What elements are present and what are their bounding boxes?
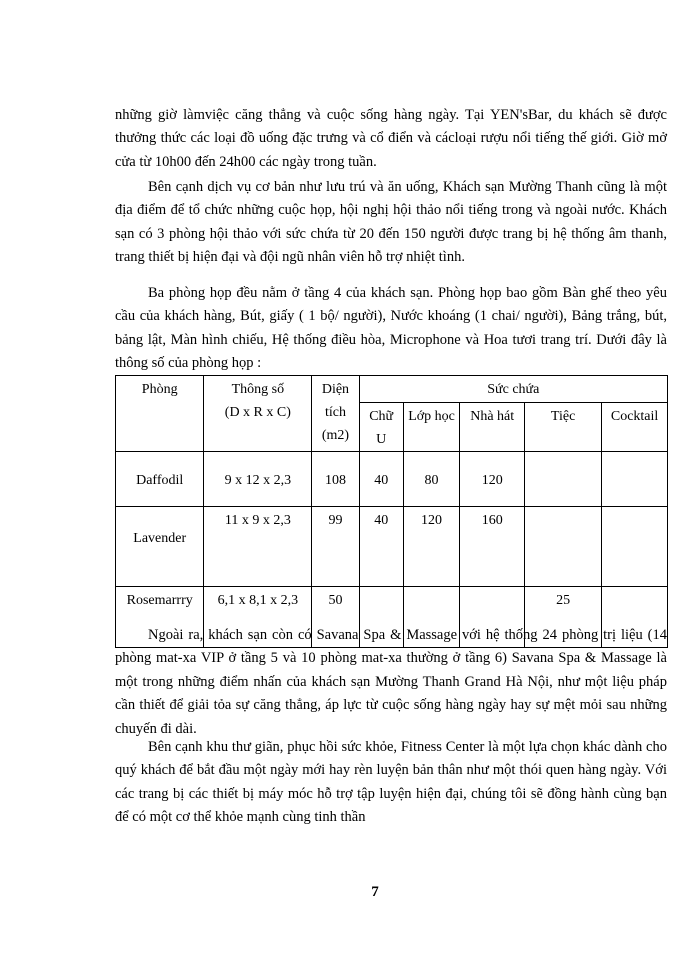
cell-room: Lavender [116,507,204,587]
header-room: Phòng [116,376,204,452]
cell-classroom: 80 [403,452,460,507]
cell-theatre: 160 [460,507,525,587]
cell-spec: 9 x 12 x 2,3 [204,452,312,507]
page-number: 7 [371,884,379,900]
header-u-shape [359,403,403,452]
header-area [312,376,359,452]
cell-area: 108 [312,452,359,507]
table-row [116,507,668,587]
header-area-line3: (m2) [321,428,350,443]
cell-spec: 6,1 x 8,1 x 2,3 [204,587,312,648]
cell-banquet [525,507,602,587]
cell-cocktail [602,452,668,507]
cell-area: 50 [312,587,359,648]
table-header-row [116,376,668,403]
cell-banquet: 25 [525,587,602,648]
paragraph-conference-services: Bên cạnh dịch vụ cơ bản như lưu trú và ăn uống, Khách sạn Mường Thanh cũng là một địa điểm để tổ chức những cuộc họp, hội nghị hội thảo nổi tiếng trong và ngoài nước. Khách sạn có 3 phòng hội thảo với sức chứa từ 20 đến 150 người được trang bị hệ thống âm thanh, trang thiết bị hiện đại và đội ngũ nhân viên hỗ trợ nhiệt tình. [115,179,667,266]
header-u-line2: U [376,432,387,447]
header-area-line1: Diện [321,382,350,397]
header-classroom: Lớp học [403,403,460,452]
meeting-room-table [115,375,668,648]
header-area-line2: tích [324,405,346,420]
cell-classroom: 120 [403,507,460,587]
cell-u: 40 [359,507,403,587]
paragraph-spa: Ngoài ra, khách sạn còn có Savana Spa & Massage với hệ thống 24 phòng trị liệu (14 phòng mat-xa VIP ở tầng 5 và 10 phòng mat-xa thường ở tầng 6) Savana Spa & Massage là một trong những điểm nhấn của khách sạn Mường Thanh Grand Hà Nội, như một liệu pháp cần thiết để giải tỏa sự căng thẳng, áp lực từ cuộc sống hàng ngày hay sự mệt mỏi sau những chuyến đi dài. [115,627,667,737]
paragraph-fitness: Bên cạnh khu thư giãn, phục hồi sức khỏe, Fitness Center là một lựa chọn khác dành cho quý khách để bắt đầu một ngày mới hay rèn luyện bản thân như một thói quen hàng ngày. Với các trang bị các thiết bị máy móc hỗ trợ tập luyện hiện đại, chúng tôi sẽ đồng hành cùng bạn để có một cơ thể khỏe mạnh cùng tinh thần [115,739,667,826]
header-banquet: Tiệc [525,403,602,452]
header-u-line1: Chữ [369,409,394,424]
cell-banquet [525,452,602,507]
header-cocktail: Cocktail [602,403,668,452]
cell-cocktail [602,507,668,587]
paragraph-bar-hours: những giờ làmviệc căng thẳng và cuộc sống hàng ngày. Tại YEN'sBar, du khách sẽ được thưởng thức các loại đồ uống đặc trưng và cổ điển và cácloại rượu nổi tiếng thế giới. Giờ mở cửa từ 10h00 đến 24h00 các ngày trong tuần. [115,107,667,170]
cell-room: Rosemarrry [116,587,204,648]
cell-spec: 11 x 9 x 2,3 [204,507,312,587]
header-theatre: Nhà hát [460,403,525,452]
header-spec-line1: Thông số [231,382,285,397]
table-row [116,452,668,507]
cell-room: Daffodil [116,452,204,507]
cell-area: 99 [312,507,359,587]
paragraph-meeting-rooms: Ba phòng họp đều nằm ở tầng 4 của khách sạn. Phòng họp bao gồm Bàn ghế theo yêu cầu của khách hàng, Bút, giấy ( 1 bộ/ người), Nước khoáng (1 chai/ người), Bảng trắng, bút, bảng lật, Màn hình chiếu, Hệ thống điều hòa, Microphone và Hoa tươi trang trí. Dưới đây là thông số của phòng họp : [115,285,667,372]
cell-theatre: 120 [460,452,525,507]
header-spec [204,376,312,452]
header-capacity: Sức chứa [359,376,667,403]
cell-u: 40 [359,452,403,507]
header-spec-line2: (D x R x C) [224,405,291,420]
